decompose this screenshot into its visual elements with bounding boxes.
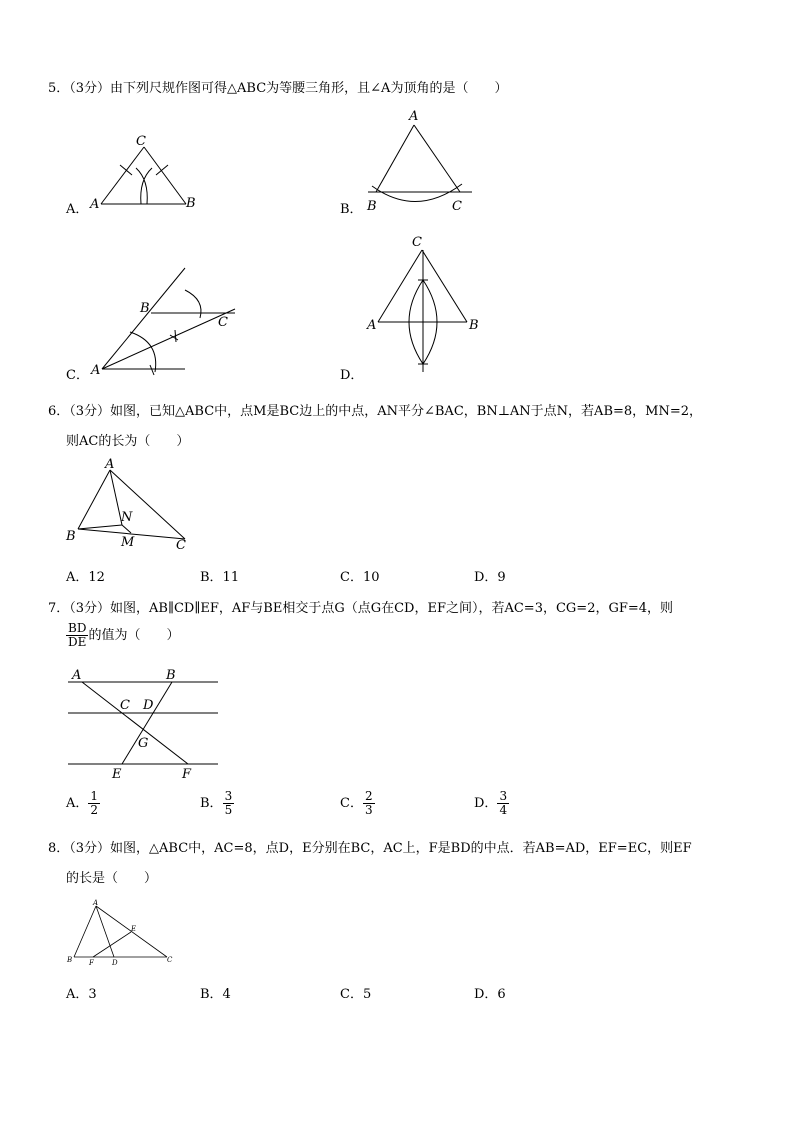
q8-label-c: C bbox=[167, 956, 173, 964]
q8-option-c: C．5 bbox=[340, 987, 372, 1002]
q7-label-b: B bbox=[166, 668, 176, 683]
q6-option-d: D．9 bbox=[474, 570, 506, 585]
q8-stem-line2: 的长是（ ） bbox=[66, 871, 158, 886]
q6-option-c: C．10 bbox=[340, 570, 380, 585]
q5a-label-c: C bbox=[136, 134, 146, 149]
q7-option-c: C． $\frac{2}{3}$ bbox=[340, 789, 373, 818]
q8-label-b: B bbox=[67, 956, 73, 964]
q8-label-d: D bbox=[112, 959, 118, 967]
q7-option-a: A． $\frac{1}{2}$ bbox=[66, 789, 99, 818]
q8-option-b: B．4 bbox=[200, 987, 231, 1002]
q5c-label-b: B bbox=[140, 301, 150, 316]
q6-label-m: M bbox=[121, 535, 135, 550]
q8-label-f: F bbox=[89, 959, 94, 967]
q7-label-a: A bbox=[72, 668, 82, 683]
q5d-label-a: A bbox=[367, 318, 377, 333]
q6-stem-line1: 6．（3分）如图，已知△ABC中，点M是BC边上的中点，AN平分∠BAC，BN⊥AN于点N，若AB=8，MN=2， bbox=[48, 404, 703, 419]
q7-stem-suffix: 的值为（ ） bbox=[88, 628, 180, 644]
q6-option-a: A．12 bbox=[66, 570, 105, 585]
q7-option-b: B． $\frac{3}{5}$ bbox=[200, 789, 233, 818]
q8-option-a: A．3 bbox=[66, 987, 97, 1002]
q7-label-e: E bbox=[112, 767, 122, 782]
q5-option-d: D． bbox=[340, 368, 364, 383]
q5-stem: 5．（3分）由下列尺规作图可得△ABC为等腰三角形，且∠A为顶角的是（ ） bbox=[48, 81, 508, 96]
q5d-label-c: C bbox=[412, 235, 422, 250]
q7-stem-line1: 7．（3分）如图，AB∥CD∥EF，AF与BE相交于点G（点G在CD，EF之间），若AC=3，CG=2，GF=4，则 bbox=[48, 601, 674, 616]
q7-ratio-numerator: BD bbox=[68, 621, 87, 635]
q6-option-b: B．11 bbox=[200, 570, 240, 585]
q6-label-n: N bbox=[121, 510, 133, 525]
q7-option-d: D． $\frac{3}{4}$ bbox=[474, 789, 508, 818]
q5-option-c: C． bbox=[66, 368, 89, 383]
q5b-label-a: A bbox=[409, 109, 419, 124]
q5a-label-a: A bbox=[90, 197, 100, 212]
q6-label-c: C bbox=[176, 538, 186, 553]
q8-label-e: E bbox=[131, 925, 137, 933]
q5d-label-b: B bbox=[469, 318, 479, 333]
q7-label-c: C bbox=[120, 698, 130, 713]
q5b-label-b: B bbox=[367, 199, 377, 214]
q6-label-b: B bbox=[66, 529, 76, 544]
q5c-label-a: A bbox=[91, 363, 101, 378]
q7-label-f: F bbox=[182, 767, 192, 782]
q5c-label-c: C bbox=[218, 315, 228, 330]
q5-option-b: B． bbox=[340, 202, 363, 217]
q6-label-a: A bbox=[105, 457, 115, 472]
q5a-label-b: B bbox=[186, 196, 196, 211]
q5-option-a: A． bbox=[66, 202, 89, 217]
q5b-label-c: C bbox=[452, 199, 462, 214]
q7-ratio-denominator: DE bbox=[68, 635, 87, 650]
q8-option-d: D．6 bbox=[474, 987, 506, 1002]
q6-stem-line2: 则AC的长为（ ） bbox=[66, 434, 190, 449]
q8-label-a: A bbox=[93, 899, 99, 907]
q7-label-g: G bbox=[138, 736, 149, 751]
q7-label-d: D bbox=[143, 698, 154, 713]
q8-stem-line1: 8．（3分）如图，△ABC中，AC=8，点D，E分别在BC，AC上，F是BD的中点．若AB=AD，EF=EC，则EF bbox=[48, 841, 692, 856]
